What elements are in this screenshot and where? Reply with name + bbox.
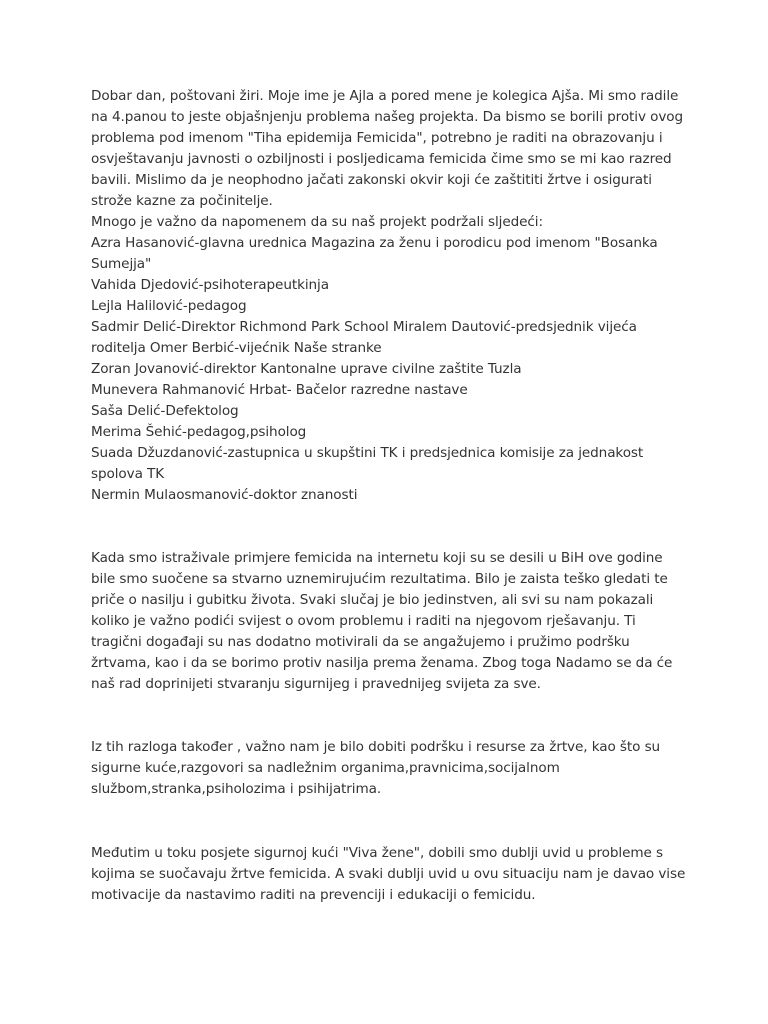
text-line: bavili. Mislimo da je neophodno jačati zakonski okvir koji će zaštititi žrtve i osigurati <box>91 172 652 188</box>
text-line: osvještavanju javnosti o ozbiljnosti i posljedicama femicida čime smo se mi kao razred <box>91 151 672 167</box>
text-line: Kada smo istraživale primjere femicida na internetu koji su se desili u BiH ove godine <box>91 550 663 566</box>
paragraph-intro <box>91 86 684 506</box>
supporter-line: Suada Džuzdanović-zastupnica u skupštini TK i predsjednica komisije za jednakost <box>91 445 644 461</box>
supporter-line: Lejla Halilović-pedagog <box>91 298 247 314</box>
supporter-line: Sadmir Delić-Direktor Richmond Park School Miralem Dautović-predsjednik vijeća <box>91 319 637 335</box>
text-line: sigurne kuće,razgovori sa nadležnim organima,pravnicima,socijalnom <box>91 760 560 776</box>
text-line: priče o nasilju i gubitku života. Svaki slučaj je bio jedinstven, ali svi su nam pokazali <box>91 592 654 608</box>
supporter-line: Vahida Djedović-psihoterapeutkinja <box>91 277 329 293</box>
text-line: kojima se suočavaju žrtve femicida. A svaki dublji uvid u ovu situaciju nam je davao vise <box>91 866 686 882</box>
supporter-line: Munevera Rahmanović Hrbat- Bačelor razredne nastave <box>91 382 468 398</box>
text-line: problema pod imenom "Tiha epidemija Femicida", potrebno je raditi na obrazovanju i <box>91 130 663 146</box>
text-line: službom,stranka,psiholozima i psihijatrima. <box>91 781 382 797</box>
text-line: tragični događaji su nas dodatno motivirali da se angažujemo i pružimo podršku <box>91 634 630 650</box>
supporter-line: spolova TK <box>91 466 165 482</box>
text-line: Međutim u toku posjete sigurnoj kući "Viva žene", dobili smo dublji uvid u probleme s <box>91 845 663 861</box>
text-line: strože kazne za počinitelje. <box>91 193 273 209</box>
text-line: motivacije da nastavimo raditi na prevenciji i edukaciji o femicidu. <box>91 887 536 903</box>
paragraph-spacer <box>91 695 681 737</box>
supporter-line: roditelja Omer Berbić-vijećnik Naše stranke <box>91 340 382 356</box>
supporter-line: Azra Hasanović-glavna urednica Magazina za ženu i porodicu pod imenom "Bosanka <box>91 235 658 251</box>
paragraph-spacer <box>91 800 681 843</box>
document-page <box>91 86 686 906</box>
text-line: Iz tih razloga također , važno nam je bilo dobiti podršku i resurse za žrtve, kao što su <box>91 739 661 755</box>
text-line: Mnogo je važno da napomenem da su naš projekt podržali sljedeći: <box>91 214 543 230</box>
supporter-line: Zoran Jovanović-direktor Kantonalne uprave civilne zaštite Tuzla <box>91 361 522 377</box>
paragraph-research <box>91 548 681 695</box>
paragraph-spacer <box>91 506 681 548</box>
supporter-line: Nermin Mulaosmanović-doktor znanosti <box>91 487 358 503</box>
text-line: koliko je važno podići svijest o ovom problemu i raditi na njegovom rješavanju. Ti <box>91 613 636 629</box>
text-line: na 4.panou to jeste objašnjenju problema našeg projekta. Da bismo se borili protiv ovog <box>91 109 684 125</box>
text-line: naš rad doprinijeti stvaranju sigurnijeg i pravednijeg svijeta za sve. <box>91 676 541 692</box>
supporter-line: Saša Delić-Defektolog <box>91 403 239 419</box>
text-line: žrtvama, kao i da se borimo protiv nasilja prema ženama. Zbog toga Nadamo se da će <box>91 655 673 671</box>
text-line: bile smo suočene sa stvarno uznemirujućim rezultatima. Bilo je zaista teško gledati te <box>91 571 668 587</box>
supporter-line: Merima Šehić-pedagog,psiholog <box>91 424 307 440</box>
paragraph-safe-house-visit <box>91 843 686 906</box>
text-line: Dobar dan, poštovani žiri. Moje ime je Ajla a pored mene je kolegica Ajša. Mi smo radile <box>91 88 679 104</box>
supporter-line: Sumejja" <box>91 256 152 272</box>
paragraph-resources <box>91 737 681 800</box>
